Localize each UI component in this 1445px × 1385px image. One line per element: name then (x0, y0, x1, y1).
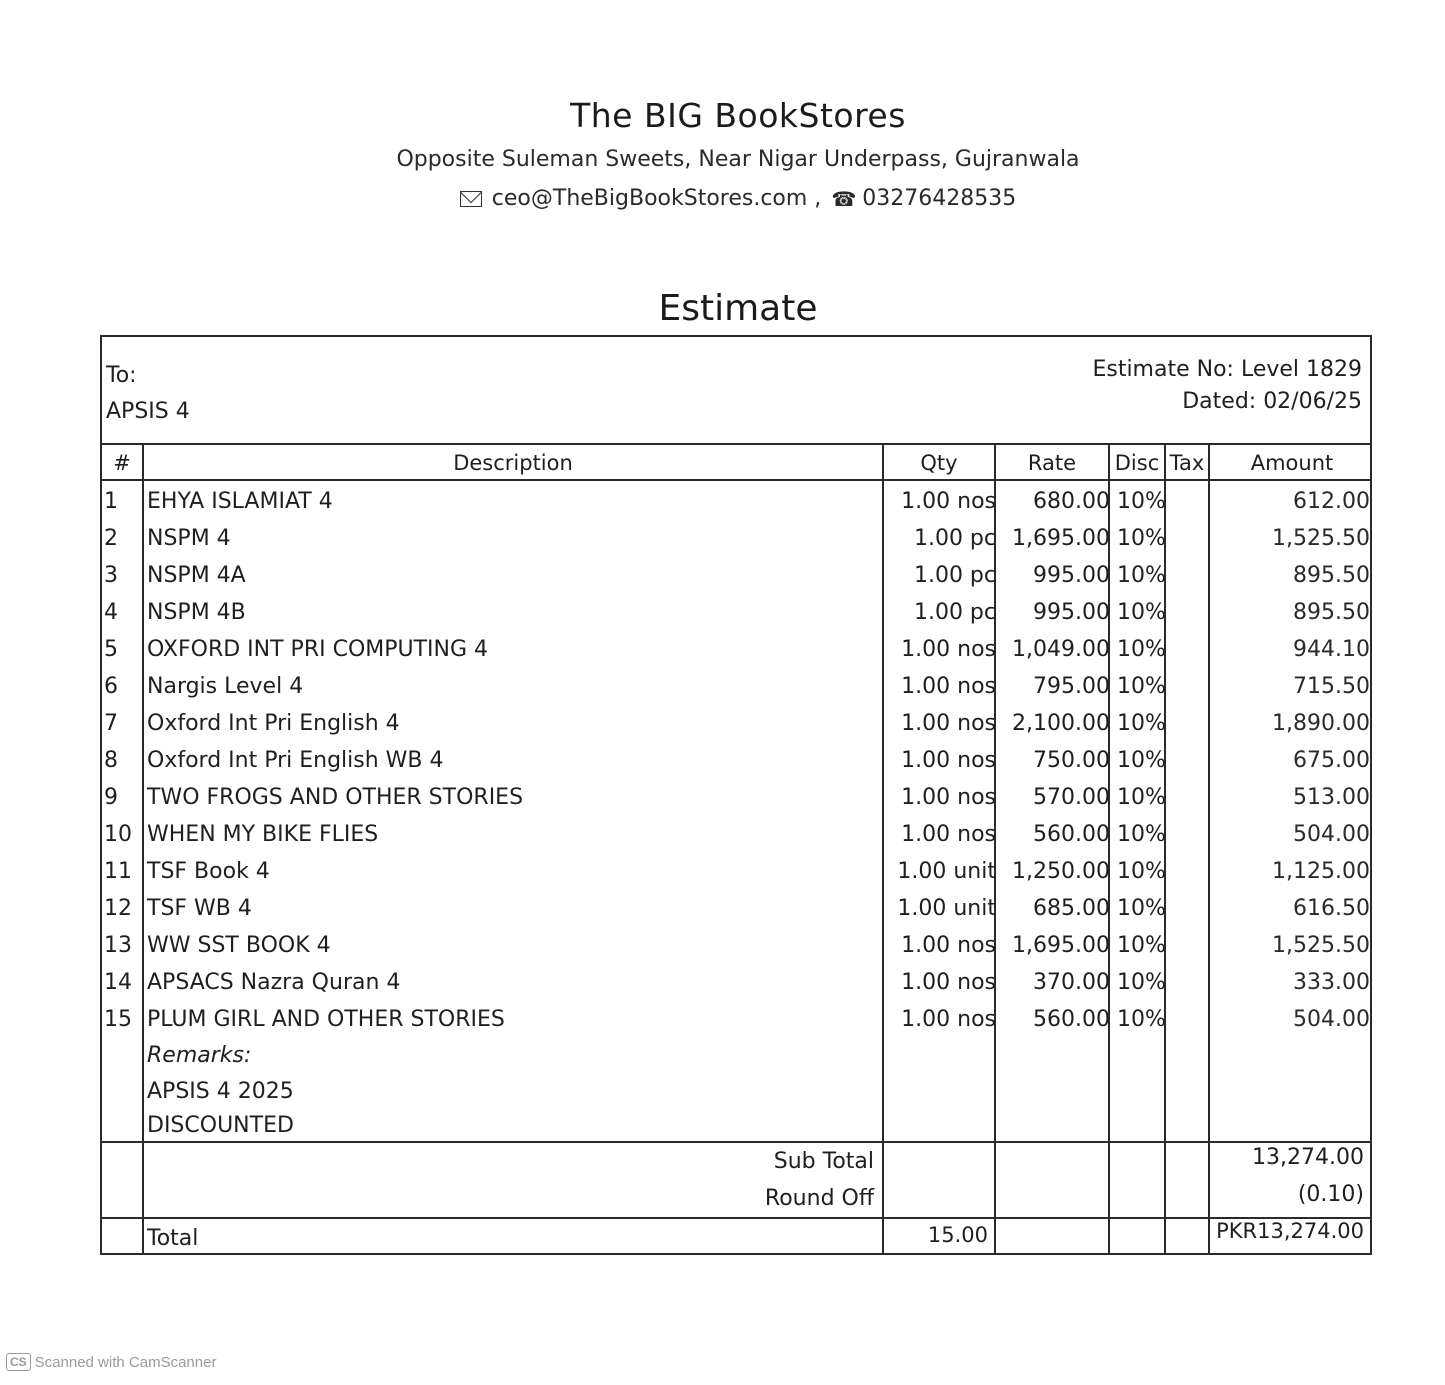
store-email: ceo@TheBigBookStores.com , (491, 186, 822, 211)
remarks-line: APSIS 4 2025 (147, 1079, 294, 1104)
item-rate: 370.00 (1033, 970, 1110, 995)
to-value: APSIS 4 (106, 399, 190, 424)
watermark-text: Scanned with CamScanner (34, 1353, 217, 1371)
item-qty: 1.00 nos (901, 489, 996, 514)
table-row (102, 670, 1374, 706)
item-number: 5 (104, 637, 118, 662)
item-amount: 1,525.50 (1272, 526, 1370, 551)
item-description: TSF WB 4 (147, 896, 252, 921)
round-off-value: (0.10) (1297, 1182, 1364, 1207)
col-divider-num-total (142, 1217, 144, 1255)
item-amount: 513.00 (1293, 785, 1370, 810)
item-rate: 1,695.00 (1012, 526, 1110, 551)
estimate-sheet (100, 335, 1372, 1255)
item-qty: 1.00 pc (913, 600, 996, 625)
total-qty: 15.00 (927, 1223, 988, 1247)
item-rate: 750.00 (1033, 748, 1110, 773)
item-qty: 1.00 nos (901, 674, 996, 699)
item-number: 7 (104, 711, 118, 736)
store-name: The BIG BookStores (570, 96, 906, 135)
item-description: APSACS Nazra Quran 4 (147, 970, 401, 995)
item-qty: 1.00 unit (897, 896, 996, 921)
item-amount: 612.00 (1293, 489, 1370, 514)
store-address: Opposite Suleman Sweets, Near Nigar Underpass, Gujranwala (396, 147, 1080, 172)
table-row (102, 559, 1374, 595)
item-number: 1 (104, 489, 118, 514)
item-amount: 1,525.50 (1272, 933, 1370, 958)
column-header-description: Description (453, 451, 573, 475)
item-discount: 10% (1117, 859, 1166, 884)
store-header (0, 96, 1445, 211)
item-discount: 10% (1117, 563, 1166, 588)
camscanner-watermark (6, 1353, 216, 1371)
item-qty: 1.00 nos (901, 970, 996, 995)
table-row (102, 966, 1374, 1002)
item-rate: 1,695.00 (1012, 933, 1110, 958)
subtotal-label: Sub Total (773, 1149, 874, 1174)
item-qty: 1.00 pc (913, 563, 996, 588)
item-amount: 675.00 (1293, 748, 1370, 773)
item-number: 6 (104, 674, 118, 699)
table-row (102, 633, 1374, 669)
item-number: 8 (104, 748, 118, 773)
item-qty: 1.00 unit (897, 859, 996, 884)
table-row (102, 707, 1374, 743)
total-amount: PKR13,274.00 (1216, 1219, 1364, 1243)
estimate-date: Dated: 02/06/25 (1182, 389, 1362, 414)
item-rate: 1,049.00 (1012, 637, 1110, 662)
item-qty: 1.00 nos (901, 785, 996, 810)
item-description: Nargis Level 4 (147, 674, 304, 699)
table-row (102, 818, 1374, 854)
item-discount: 10% (1117, 674, 1166, 699)
remarks-label: Remarks: (147, 1043, 252, 1068)
column-header-amount: Amount (1250, 451, 1334, 475)
item-description: NSPM 4B (147, 600, 246, 625)
item-description: Oxford Int Pri English 4 (147, 711, 400, 736)
table-row (102, 855, 1374, 891)
item-description: WW SST BOOK 4 (147, 933, 331, 958)
item-number: 12 (104, 896, 132, 921)
column-header-disc: Disc (1114, 451, 1160, 475)
column-header-qty: Qty (920, 451, 958, 475)
item-amount: 1,890.00 (1272, 711, 1370, 736)
item-qty: 1.00 pc (913, 526, 996, 551)
item-discount: 10% (1117, 785, 1166, 810)
item-description: OXFORD INT PRI COMPUTING 4 (147, 637, 489, 662)
item-qty: 1.00 nos (901, 748, 996, 773)
item-description: EHYA ISLAMIAT 4 (147, 489, 333, 514)
item-qty: 1.00 nos (901, 711, 996, 736)
item-number: 15 (104, 1007, 132, 1032)
item-rate: 1,250.00 (1012, 859, 1110, 884)
item-qty: 1.00 nos (901, 1007, 996, 1032)
item-amount: 895.50 (1293, 563, 1370, 588)
item-rate: 680.00 (1033, 489, 1110, 514)
item-number: 4 (104, 600, 118, 625)
item-amount: 895.50 (1293, 600, 1370, 625)
item-rate: 560.00 (1033, 1007, 1110, 1032)
item-amount: 504.00 (1293, 1007, 1370, 1032)
table-row (102, 485, 1374, 521)
summary-end-rule (102, 1217, 1370, 1219)
table-row (102, 1003, 1374, 1039)
item-qty: 1.00 nos (901, 933, 996, 958)
item-amount: 504.00 (1293, 822, 1370, 847)
item-amount: 715.50 (1293, 674, 1370, 699)
table-row (102, 596, 1374, 632)
item-number: 9 (104, 785, 118, 810)
remarks-line: DISCOUNTED (147, 1113, 294, 1138)
item-description: PLUM GIRL AND OTHER STORIES (147, 1007, 505, 1032)
column-header-rate: Rate (1027, 451, 1077, 475)
column-header-rule (102, 479, 1370, 481)
store-contact (0, 186, 1445, 211)
store-phone: 03276428535 (862, 186, 1017, 211)
item-discount: 10% (1117, 822, 1166, 847)
item-description: NSPM 4A (147, 563, 246, 588)
item-discount: 10% (1117, 600, 1166, 625)
table-row (102, 929, 1374, 965)
item-discount: 10% (1117, 489, 1166, 514)
total-label: Total (147, 1226, 199, 1251)
item-amount: 333.00 (1293, 970, 1370, 995)
item-number: 10 (104, 822, 132, 847)
table-row (102, 522, 1374, 558)
item-number: 13 (104, 933, 132, 958)
envelope-icon (460, 191, 482, 207)
item-description: TWO FROGS AND OTHER STORIES (147, 785, 524, 810)
item-rate: 795.00 (1033, 674, 1110, 699)
item-number: 11 (104, 859, 132, 884)
to-label: To: (106, 363, 137, 388)
item-discount: 10% (1117, 637, 1166, 662)
table-row (102, 892, 1374, 928)
estimate-number: Estimate No: Level 1829 (1092, 357, 1362, 382)
item-rate: 685.00 (1033, 896, 1110, 921)
item-number: 14 (104, 970, 132, 995)
item-rate: 995.00 (1033, 600, 1110, 625)
item-description: WHEN MY BIKE FLIES (147, 822, 379, 847)
item-rate: 2,100.00 (1012, 711, 1110, 736)
item-number: 3 (104, 563, 118, 588)
item-rate: 560.00 (1033, 822, 1110, 847)
item-number: 2 (104, 526, 118, 551)
items-end-rule (102, 1141, 1370, 1143)
column-header-num: # (113, 451, 131, 475)
camscanner-logo: CS (6, 1353, 31, 1371)
subtotal-value: 13,274.00 (1252, 1145, 1364, 1170)
phone-icon: ☎ (831, 186, 857, 211)
item-discount: 10% (1117, 711, 1166, 736)
item-description: TSF Book 4 (147, 859, 270, 884)
estimate-header-box (102, 337, 1370, 445)
item-discount: 10% (1117, 1007, 1166, 1032)
item-description: NSPM 4 (147, 526, 231, 551)
item-discount: 10% (1117, 526, 1166, 551)
round-off-label: Round Off (764, 1186, 874, 1211)
item-rate: 570.00 (1033, 785, 1110, 810)
item-description: Oxford Int Pri English WB 4 (147, 748, 444, 773)
item-discount: 10% (1117, 933, 1166, 958)
column-header-tax: Tax (1169, 451, 1205, 475)
item-amount: 1,125.00 (1272, 859, 1370, 884)
item-amount: 616.50 (1293, 896, 1370, 921)
item-discount: 10% (1117, 748, 1166, 773)
table-row (102, 781, 1374, 817)
item-discount: 10% (1117, 970, 1166, 995)
item-qty: 1.00 nos (901, 637, 996, 662)
item-discount: 10% (1117, 896, 1166, 921)
item-qty: 1.00 nos (901, 822, 996, 847)
item-amount: 944.10 (1293, 637, 1370, 662)
item-rate: 995.00 (1033, 563, 1110, 588)
table-row (102, 744, 1374, 780)
document-title: Estimate (658, 288, 818, 329)
